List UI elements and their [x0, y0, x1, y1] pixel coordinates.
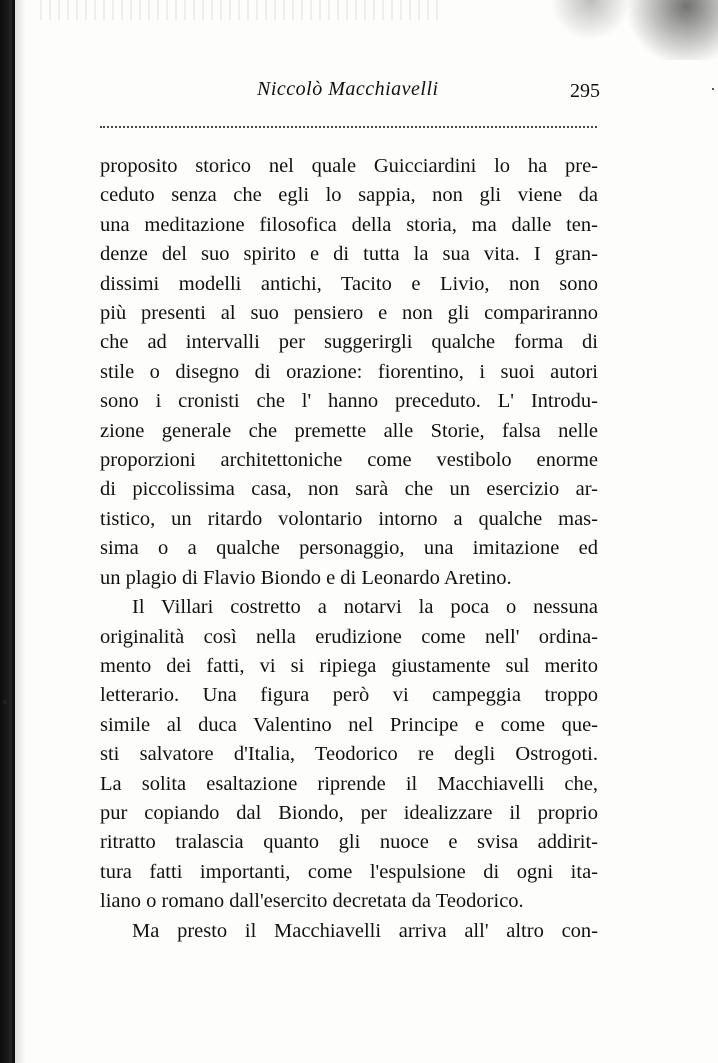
- text-line: Il Villari costretto a notarvi la poca o nessuna: [132, 596, 598, 619]
- text-line: sima o a qualche personaggio, una imitazione ed: [100, 537, 598, 560]
- text-line: La solita esaltazione riprende il Macchiavelli che,: [100, 772, 598, 795]
- page-number: 295: [570, 80, 600, 102]
- scan-artifact-top: [40, 0, 440, 20]
- text-line: di piccolissima casa, non sarà che un esercizio ar-: [100, 478, 598, 501]
- body-text: [100, 152, 598, 946]
- text-line: ritratto tralascia quanto gli nuoce e svisa addirit-: [100, 831, 598, 854]
- text-line: pur copiando dal Biondo, per idealizzare il proprio: [100, 801, 598, 824]
- text-line: sono i cronisti che l' hanno preceduto. L' Introdu-: [100, 390, 598, 413]
- text-line: tistico, un ritardo volontario intorno a qualche mas-: [100, 507, 598, 530]
- margin-speck: [3, 700, 7, 704]
- text-line: ceduto senza che egli lo sappia, non gli viene da: [100, 184, 598, 207]
- text-line: denze del suo spirito e di tutta la sua vita. I gran-: [100, 243, 598, 266]
- text-line: che ad intervalli per suggerirgli qualche forma di: [100, 331, 598, 354]
- text-line: Ma presto il Macchiavelli arriva all' altro con-: [132, 919, 598, 942]
- text-line: proporzioni architettoniche come vestibolo enorme: [100, 449, 598, 472]
- text-line: dissimi modelli antichi, Tacito e Livio, non sono: [100, 272, 598, 295]
- running-head: Niccolò Macchiavelli: [257, 78, 439, 100]
- margin-speck-right: [712, 88, 714, 90]
- text-line: tura fatti importanti, come l'espulsione di ogni ita-: [100, 860, 598, 883]
- book-binding-edge: [12, 0, 15, 1063]
- text-line: originalità così nella erudizione come nell' ordina-: [100, 625, 598, 648]
- paragraph-1: [100, 152, 598, 593]
- text-line: sti salvatore d'Italia, Teodorico re degli Ostrogoti.: [100, 743, 598, 766]
- text-line: zione generale che premette alle Storie, falsa nelle: [100, 419, 598, 442]
- paragraph-2: [100, 593, 598, 916]
- paragraph-3: [100, 917, 598, 946]
- text-line: simile al duca Valentino nel Principe e come que-: [100, 713, 598, 736]
- text-line: mento dei fatti, vi si ripiega giustamente sul merito: [100, 654, 598, 677]
- scan-artifact: [400, 0, 718, 60]
- text-line: più presenti al suo pensiero e non gli compariranno: [100, 302, 598, 325]
- text-line: proposito storico nel quale Guicciardini lo ha pre-: [100, 155, 598, 177]
- header-rule: [100, 126, 597, 128]
- text-line: liano o romano dall'esercito decretata da Teodorico.: [100, 890, 524, 913]
- text-line: un plagio di Flavio Biondo e di Leonardo Aretino.: [100, 566, 512, 589]
- text-line: letterario. Una figura però vi campeggia troppo: [100, 684, 598, 707]
- text-line: stile o disegno di orazione: fiorentino, i suoi autori: [100, 360, 598, 383]
- page-header: [100, 76, 600, 112]
- text-line: una meditazione filosofica della storia, ma dalle ten-: [100, 213, 598, 236]
